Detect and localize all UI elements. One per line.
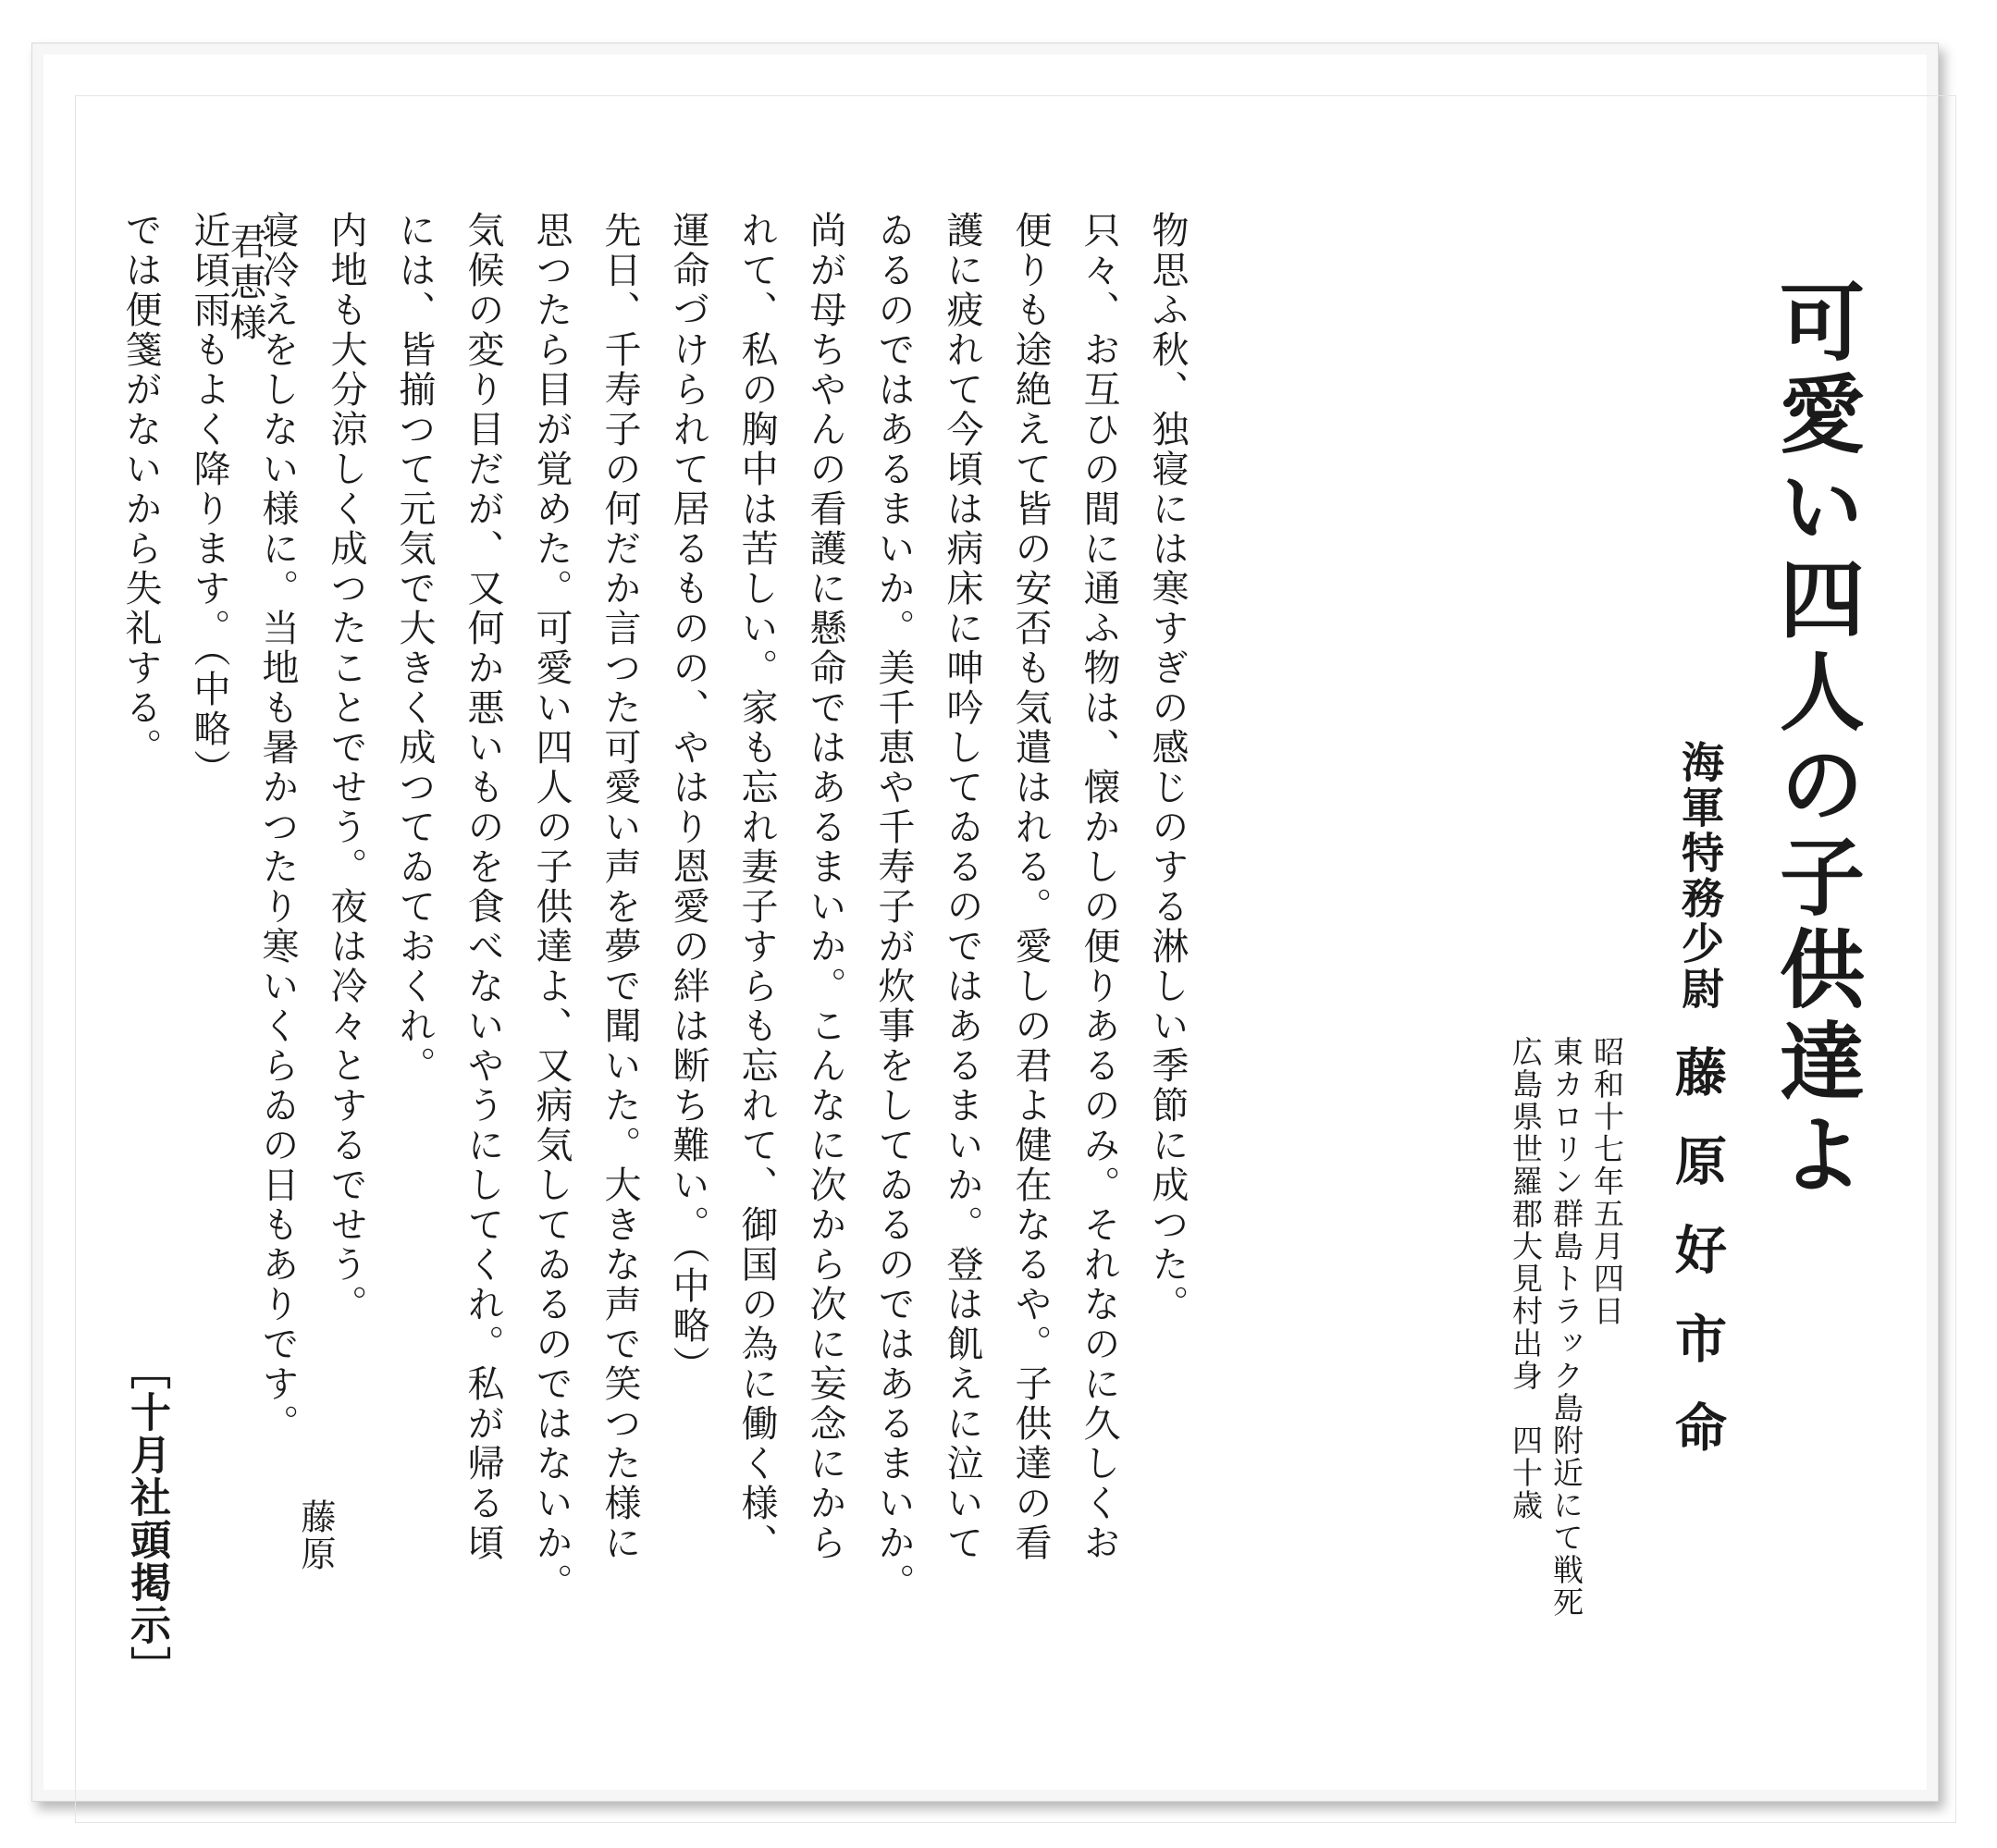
letter-line: では便箋がないから失礼する。 [119,211,162,768]
letter-line: 寝冷えをしない様に。当地も暑かつたり寒いくらゐの日もありです。 [256,211,299,1444]
letter-line: 便りも途絶えて皆の安否も気遣はれる。愛しの君よ健在なるや。子供達の看 [1009,211,1052,1563]
death-place: 東カロリン群島トラック島附近にて戦死 [1548,1036,1584,1619]
letter-title: 可愛い四人の子供達よ [1766,277,1866,1202]
author-rank: 海軍特務少尉 [1675,740,1725,1012]
letter-body [106,211,1202,1603]
letter-line: 気候の変り目だが、又何か悪いものを食べないやうにしてくれ。私が帰る頃 [462,211,504,1563]
letter-line: 護に疲れて今頃は病床に呻吟してゐるのではあるまいか。登は飢えに泣いて [941,211,983,1563]
letter-line: 先日、千寿子の何だか言つた可愛い声を夢で聞いた。大きな声で笑つた様に [598,211,641,1563]
letter-line: 思つたら目が覚めた。可愛い四人の子供達よ、又病気してゐるのではないか。 [530,211,573,1603]
letter-line: には、皆揃つて元気で大きく成つてゐておくれ。 [393,211,436,1086]
letter-line: ゐるのではあるまいか。美千恵や千寿子が炊事をしてゐるのではあるまいか。 [872,211,915,1603]
letter-signature: 藤原 [295,1498,336,1572]
letter-line: れて、私の胸中は苦しい。家も忘れ妻子すらも忘れて、御国の為に働く様、 [735,211,778,1563]
author-name: 藤原好市命 [1667,1045,1728,1489]
posting-label: ［十月社頭掲示］ [123,1349,170,1689]
letter-line: 運命づけられて居るものの、やはり恩愛の絆は断ち難い。（中略） [667,211,709,1386]
letter-line: 物思ふ秋、独寝には寒すぎの感じのする淋しい季節に成つた。 [1146,211,1189,1324]
letter-line: 内地も大分涼しく成つたことでせう。夜は冷々とするでせう。 [325,211,367,1324]
author-details [1505,1036,1627,1619]
letter-line: 尚が母ちやんの看護に懸命ではあるまいか。こんなに次から次に妄念にから [804,211,846,1563]
letter-line: 只々、お互ひの間に通ふ物は、懐かしの便りあるのみ。それなのに久しくお [1078,211,1120,1563]
letter-line: 近頃雨もよく降ります。（中略） [188,211,230,789]
letter-addressee: 君恵様 [224,222,266,344]
birthplace-age: 広島県世羅郡大見村出身 四十歳 [1508,1036,1544,1522]
death-date: 昭和十七年五月四日 [1589,1036,1625,1327]
